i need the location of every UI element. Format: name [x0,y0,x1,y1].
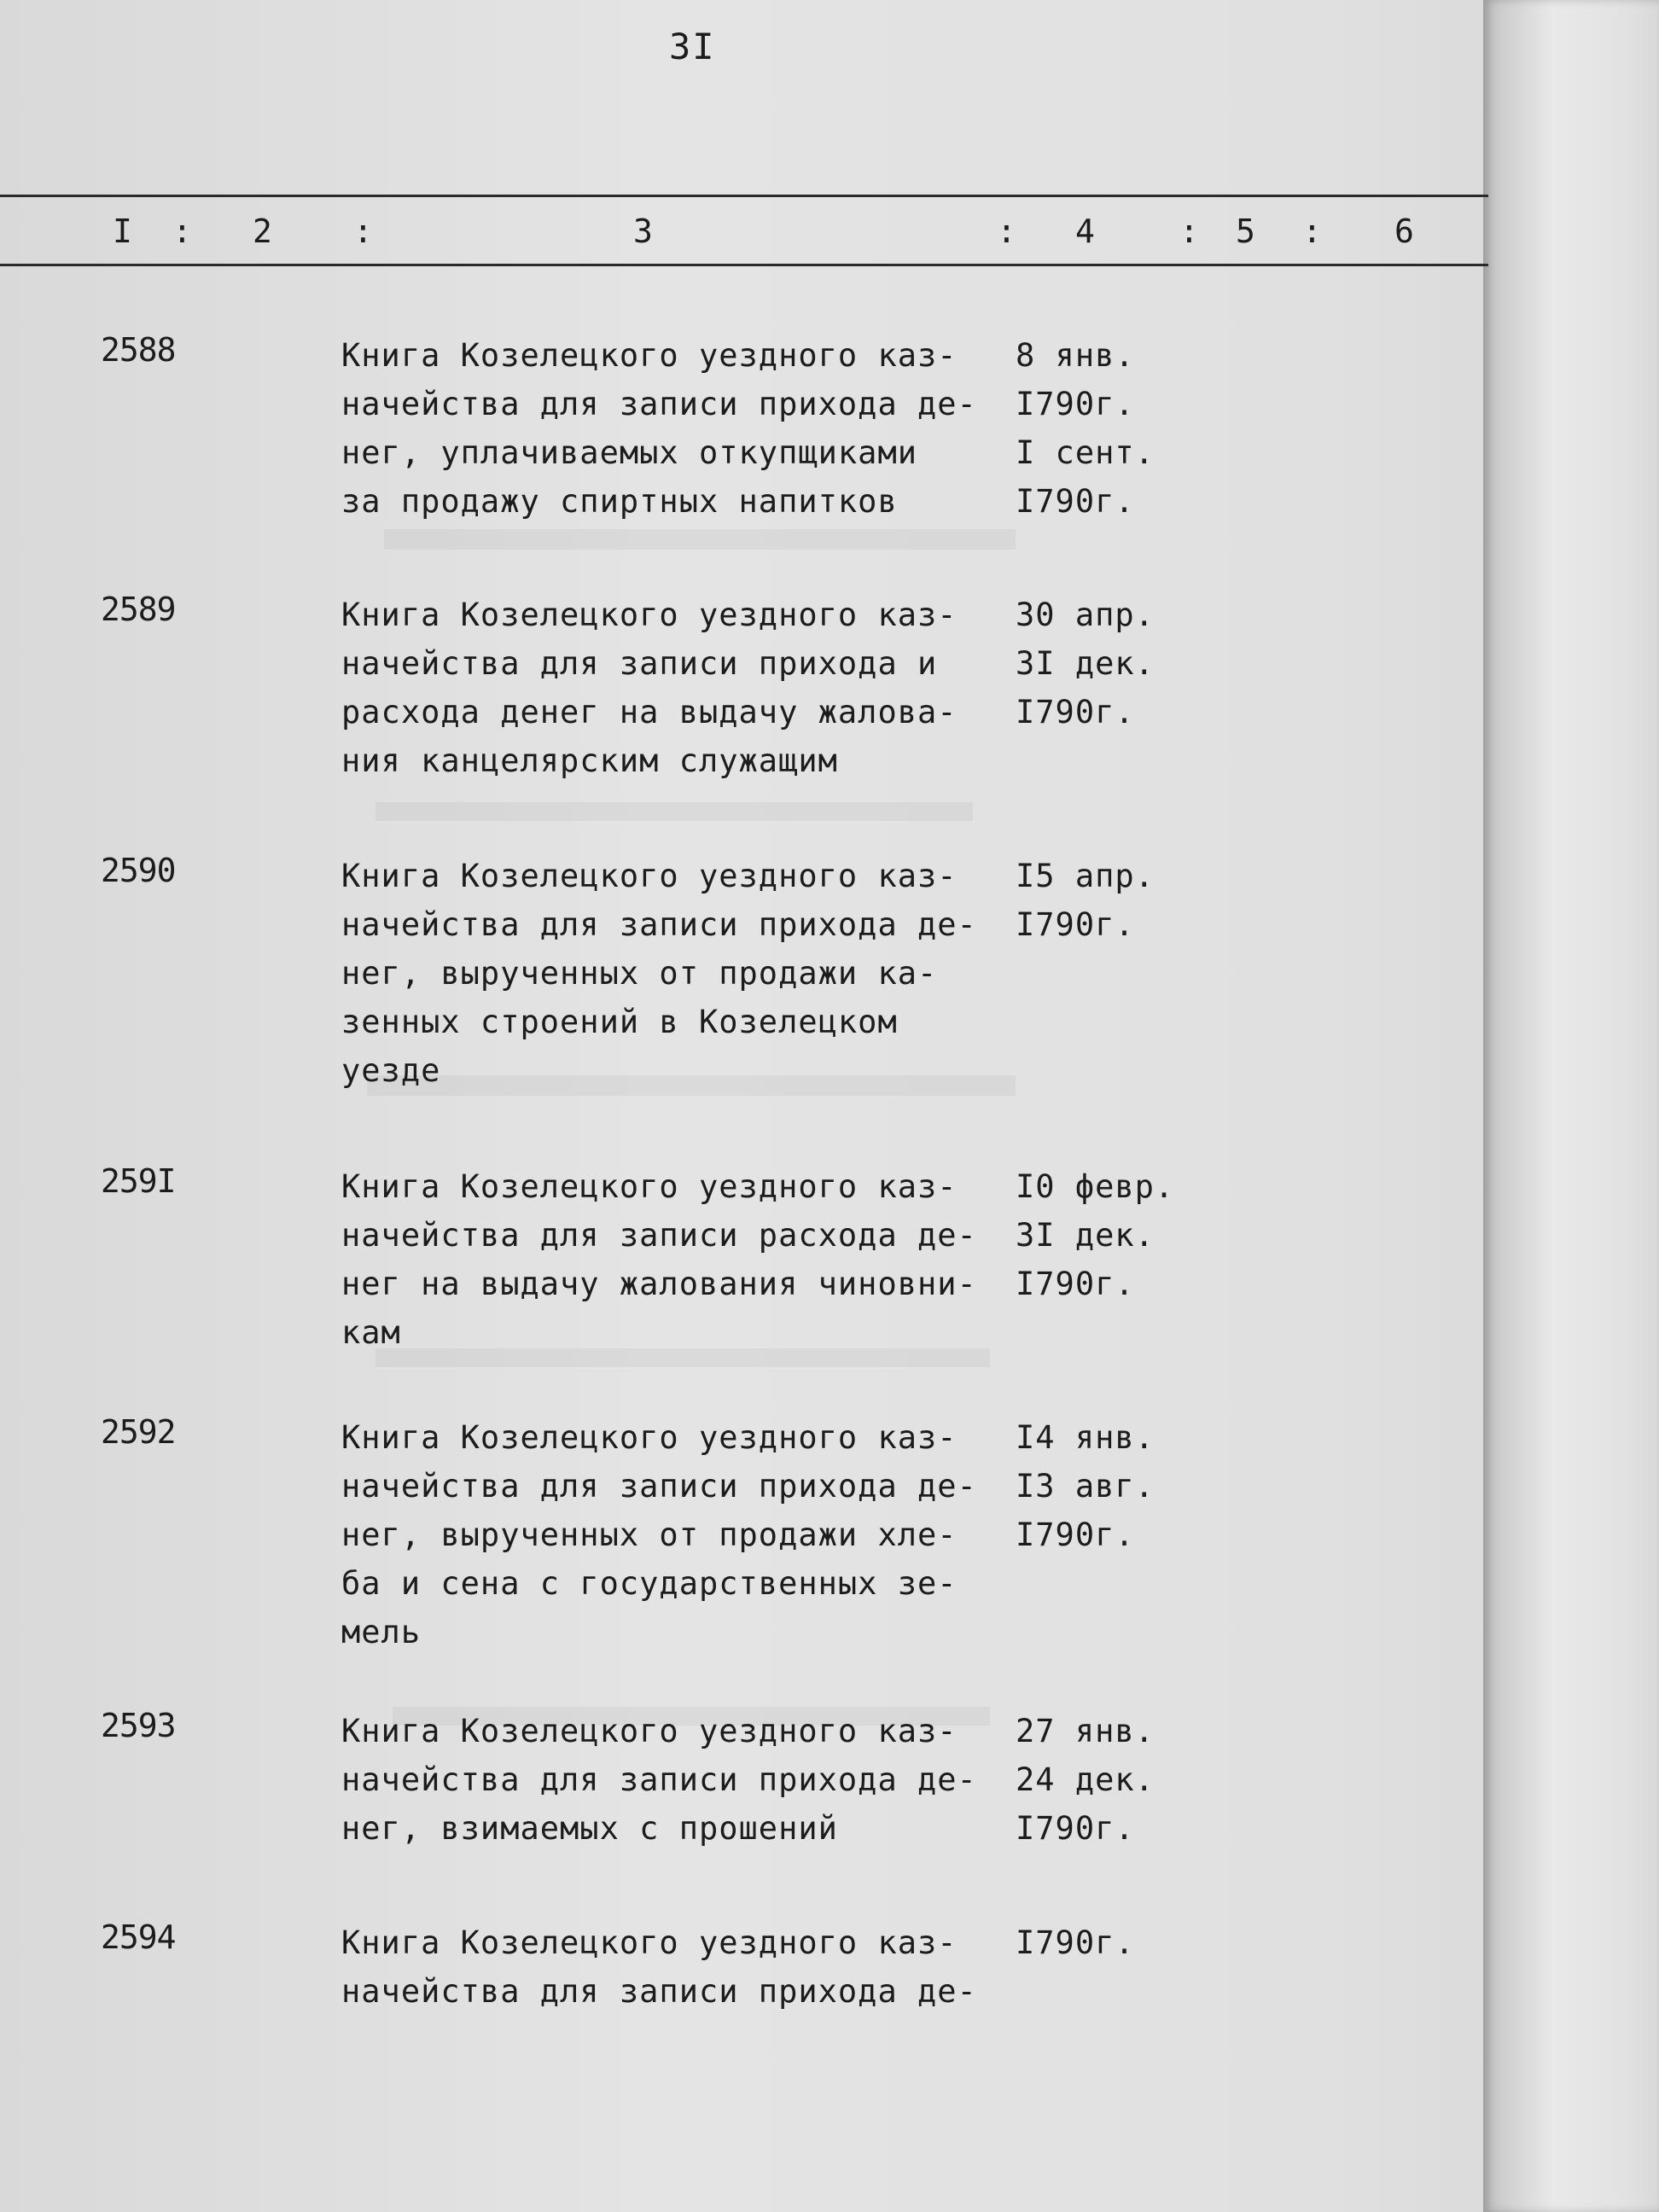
column-separator: : [1179,212,1199,250]
column-separator: : [997,212,1016,250]
entry-date-line: I сент. [1016,434,1155,471]
bleed-through [375,802,973,821]
entry-title-line: ния канцелярским служащим [341,742,838,779]
entry-title-line: мель [341,1614,422,1650]
entry-dates [1016,852,1237,949]
entry-title-line: за продажу спиртных напитков [341,483,898,520]
entry-title-line: нег, взимаемых с прошений [341,1810,838,1847]
entry-title-line: начейства для записи расхода де- [341,1217,977,1254]
entry-title [341,1918,990,2016]
entry-date-line: 3I дек. [1016,645,1155,682]
column-header-1: I [113,212,132,250]
entry-title-line: Книга Козелецкого уездного каз- [341,858,958,894]
entry-title [341,1707,990,1853]
entry-dates [1016,1162,1237,1308]
column-separator: : [353,212,373,250]
entry-title-line: нег, вырученных от продажи хле- [341,1516,958,1553]
entry-title [341,331,990,526]
entry-date-line: I4 янв. [1016,1419,1155,1456]
entry-date-line: I790г. [1016,386,1135,422]
entry-title-line: зенных строений в Козелецком [341,1004,898,1040]
entry-date-line: I790г. [1016,906,1135,943]
entry-date-line: 30 апр. [1016,597,1155,633]
entry-date-line: I790г. [1016,1924,1135,1961]
bleed-through [384,529,1016,550]
entry-dates [1016,1707,1237,1853]
entry-date-line: 24 дек. [1016,1761,1155,1798]
column-header-6: 6 [1394,212,1414,250]
entry-date-line: I790г. [1016,1810,1135,1847]
entry-title-line: нег, уплачиваемых откупщиками [341,434,918,471]
entry-title [341,591,990,785]
entry-title-line: Книга Козелецкого уездного каз- [341,1924,958,1961]
entry-title-line: Книга Козелецкого уездного каз- [341,1419,958,1456]
entry-title [341,1413,990,1656]
entry-title [341,1162,990,1357]
entry-dates [1016,591,1237,736]
entry-date-line: I790г. [1016,694,1135,731]
entry-title [341,852,990,1095]
entry-title-line: начейства для записи прихода де- [341,906,977,943]
entry-date-line: 8 янв. [1016,337,1135,374]
entry-number: 259I [101,1162,176,1200]
entry-dates [1016,1413,1237,1559]
column-header-5: 5 [1236,212,1255,250]
entry-number: 2592 [101,1413,176,1451]
column-header [0,195,1488,266]
entry-title-line: начейства для записи прихода де- [341,1468,977,1505]
entry-title-line: расхода денег на выдачу жалова- [341,694,958,731]
entry-date-line: 27 янв. [1016,1713,1155,1749]
entry-title-line: начейства для записи прихода де- [341,1761,977,1798]
entry-title-line: Книга Козелецкого уездного каз- [341,597,958,633]
column-separator: : [172,212,192,250]
entry-date-line: 3I дек. [1016,1217,1155,1254]
entry-title-line: Книга Козелецкого уездного каз- [341,1168,958,1205]
entry-date-line: I790г. [1016,1266,1135,1302]
entry-title-line: начейства для записи прихода де- [341,386,977,422]
entry-date-line: I0 февр. [1016,1168,1175,1205]
entry-dates [1016,1918,1237,1967]
entry-title-line: кам [341,1314,401,1351]
entry-number: 2593 [101,1707,176,1744]
entry-title-line: нег на выдачу жалования чиновни- [341,1266,977,1302]
column-separator: : [1302,212,1322,250]
entry-date-line: I790г. [1016,1516,1135,1553]
entry-dates [1016,331,1237,526]
entry-number: 2590 [101,852,176,889]
entry-date-line: I790г. [1016,483,1135,520]
entry-title-line: Книга Козелецкого уездного каз- [341,337,958,374]
entry-title-line: Книга Козелецкого уездного каз- [341,1713,958,1749]
entry-title-line: начейства для записи прихода и [341,645,938,682]
entry-number: 2594 [101,1918,176,1956]
column-header-4: 4 [1075,212,1095,250]
page-edge-shadow [1483,0,1659,2212]
entry-title-line: ба и сена с государственных зе- [341,1565,958,1602]
entry-number: 2589 [101,591,176,628]
entry-title-line: начейства для записи прихода де- [341,1973,977,2010]
column-header-3: 3 [633,212,653,250]
entry-number: 2588 [101,331,176,369]
entry-date-line: I5 апр. [1016,858,1155,894]
entry-title-line: нег, вырученных от продажи ка- [341,955,938,992]
page-number: 3I [669,26,716,67]
entry-title-line: уезде [341,1052,441,1089]
entry-date-line: I3 авг. [1016,1468,1155,1505]
column-header-2: 2 [253,212,272,250]
